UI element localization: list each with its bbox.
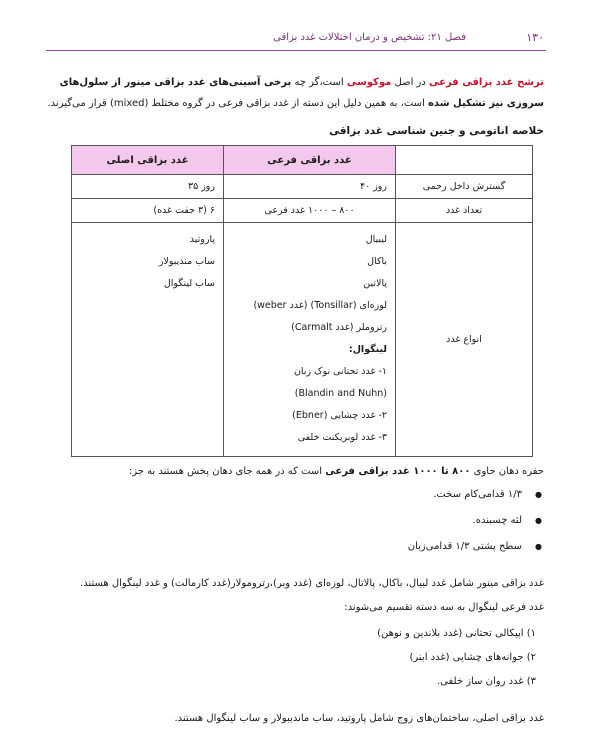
type-lingual-1: ۱- غدد تحتانی نوک زبان [293,366,387,377]
cell-main-types [72,223,224,457]
mouth-text-1: حفره دهان حاوی [470,466,544,477]
cell-main-count: ۶ (۳ جفت غده) [72,199,224,223]
cell-accessory-development: روز ۴۰ [224,175,396,199]
intro-text-3: است، به همین دلیل این دسته از غدد بزاقی فرعی در گروه مختلط (mixed) قرار می‌گیرند. [47,98,429,109]
exception-list [62,488,544,566]
page-number: ۱۳۰ [526,31,544,44]
row-label-count: تعداد غدد [396,199,533,223]
cell-accessory-count: ۸۰۰ – ۱۰۰۰ غدد فرعی [224,199,396,223]
type-sublingual: ساب لینگوال [163,278,215,289]
table-row [72,175,533,199]
table-title: خلاصه اناتومی و جنین شناسی غدد بزاقی [329,125,544,137]
type-tonsillar: لوزه‌ای (Tonsillar) (غدد weber) [253,300,387,311]
intro-text-1: در اصل [391,77,429,88]
type-lingual-2: ۲- غدد چشایی (Ebner) [292,410,387,421]
intro-term: ترشح غدد بزاقی فرعی [429,77,544,88]
lingual-item-2: ۲) جوانه‌های چشایی (غدد ابنر) [409,652,536,663]
type-labial: لیبیال [365,234,387,245]
intro-paragraph [44,72,544,114]
mouth-paragraph [44,465,544,479]
cell-accessory-types [224,223,396,457]
cell-main-development: روز ۳۵ [72,175,224,199]
type-retromolar: رتروملر (غدد Carmalt) [291,322,387,333]
major-glands-paragraph: غدد بزاقی اصلی، ساختمان‌های زوج شامل پاروتید، ساب ماندیبولار و ساب لینگوال هستند. [174,713,544,724]
table-row [72,223,533,457]
lingual-item-3: ۳) غدد روان ساز خلفی. [436,676,536,687]
lingual-item-1: ۱) اپیکالی تحتانی (غدد بلاندین و نوهن) [377,628,536,639]
header-accessory: غدد بزاقی فرعی [224,146,396,175]
type-submandibular: ساب مندیبولار [158,256,215,267]
mouth-count: ۸۰۰ تا ۱۰۰۰ غدد بزاقی فرعی [325,466,471,477]
row-label-types: انواع غدد [396,223,533,457]
lingual-intro: غدد فرعی لینگوال به سه دسته تقسیم می‌شوند: [344,602,544,613]
header-divider [46,50,546,51]
row-label-development: گسترش داخل رحمی [396,175,533,199]
header-empty-cell [396,146,533,175]
page-header [0,28,600,48]
header-main: غدد بزاقی اصلی [72,146,224,175]
list-item: ● لثه چسبنده. [62,514,522,540]
type-palatine: پالاتین [363,278,387,289]
type-lingual-heading: لینگوال: [348,344,387,355]
intro-serous: برخی آسینی‌های غدد بزاقی مینور از سلول‌های سروزی نیز تشکیل شده [59,77,544,109]
table-header-row [72,146,533,175]
mouth-text-2: است که در همه جای دهان پخش هستند به جز: [128,466,326,477]
intro-text-2: است،گر چه [291,77,347,88]
type-parotid: پاروتید [189,234,215,245]
anatomy-table [71,145,533,457]
type-lingual-3: ۳- غدد لوبریکنت خلفی [297,432,387,443]
minor-glands-paragraph: غدد بزاقی مینور شامل غدد لبیال، باکال، پالاتال، لوزه‌ای (غدد وبر)،رترومولار(غدد کارمالت) و غدد لینگوال هستند. [80,578,544,589]
list-item: ● سطح پشتی ۱/۳ قدامی‌زبان [62,540,522,566]
type-lingual-1-names: (Blandin and Nuhn) [294,388,387,399]
chapter-title: فصل ۲۱: تشخیص و درمان اختلالات غدد بزاقی [273,32,466,43]
table-row [72,199,533,223]
intro-mucous: موکوسی [346,77,392,88]
list-item: ● ۱/۳ قدامی‌کام سخت. [62,488,522,514]
type-buccal: باکال [367,256,387,267]
